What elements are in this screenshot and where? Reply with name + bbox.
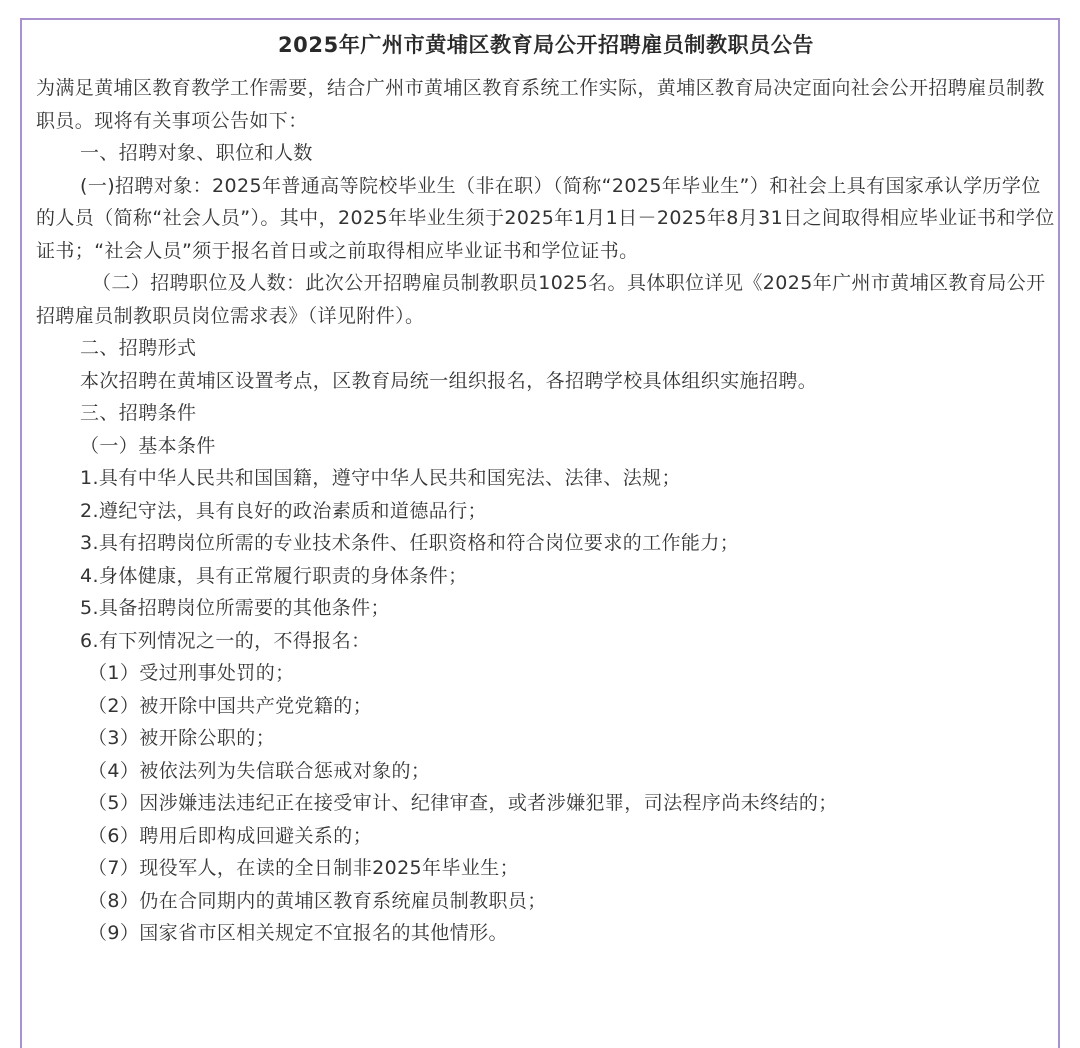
section-1-item-1: (一)招聘对象：2025年普通高等院校毕业生（非在职）（简称“2025年毕业生”）和社会上具有国家承认学历学位的人员（简称“社会人员”）。其中，2025年毕业生须于2025年1月1日－2025年8月31日之间取得相应毕业证书和学位证书；“社会人员”须于报名首日或之前取得相应毕业证书和学位证书。 xyxy=(36,174,1055,262)
announcement-document xyxy=(36,30,1056,950)
section-3-heading: 三、招聘条件 xyxy=(80,402,197,424)
condition-item: 2.遵纪守法，具有良好的政治素质和道德品行； xyxy=(80,499,487,522)
document-title: 2025年广州市黄埔区教育局公开招聘雇员制教职员公告 xyxy=(277,33,815,57)
exclusion-item: （5）因涉嫌违法违纪正在接受审计、纪律审查，或者涉嫌犯罪，司法程序尚未终结的； xyxy=(88,792,838,814)
exclusion-item: （8）仍在合同期内的黄埔区教育系统雇员制教职员； xyxy=(88,889,547,912)
intro-paragraph: 为满足黄埔区教育教学工作需要，结合广州市黄埔区教育系统工作实际，黄埔区教育局决定面向社会公开招聘雇员制教职员。现将有关事项公告如下： xyxy=(36,77,1045,132)
exclusion-item: （6）聘用后即构成回避关系的； xyxy=(88,824,373,847)
condition-item: 5.具备招聘岗位所需要的其他条件； xyxy=(80,597,390,619)
condition-item: 6.有下列情况之一的，不得报名： xyxy=(80,629,371,652)
section-2-heading: 二、招聘形式 xyxy=(80,337,197,359)
condition-item: 4.身体健康，具有正常履行职责的身体条件； xyxy=(80,564,468,587)
section-3-sub-heading: （一）基本条件 xyxy=(80,434,216,457)
condition-item: 3.具有招聘岗位所需的专业技术条件、任职资格和符合岗位要求的工作能力； xyxy=(80,532,740,554)
section-1-heading: 一、招聘对象、职位和人数 xyxy=(80,142,313,164)
section-2-body: 本次招聘在黄埔区设置考点，区教育局统一组织报名，各招聘学校具体组织实施招聘。 xyxy=(80,369,818,392)
exclusion-item: （2）被开除中国共产党党籍的； xyxy=(88,694,373,717)
exclusion-item: （9）国家省市区相关规定不宜报名的其他情形。 xyxy=(88,922,508,944)
exclusion-item: （3）被开除公职的； xyxy=(88,727,276,749)
condition-item: 1.具有中华人民共和国国籍，遵守中华人民共和国宪法、法律、法规； xyxy=(80,467,681,489)
section-1-item-2: （二）招聘职位及人数：此次公开招聘雇员制教职员1025名。具体职位详见《2025年广州市黄埔区教育局公开招聘雇员制教职员岗位需求表》（详见附件）。 xyxy=(36,272,1046,327)
exclusion-item: （4）被依法列为失信联合惩戒对象的； xyxy=(88,759,431,782)
exclusion-item: （1）受过刑事处罚的； xyxy=(88,662,295,684)
exclusion-item: （7）现役军人，在读的全日制非2025年毕业生； xyxy=(88,857,520,879)
